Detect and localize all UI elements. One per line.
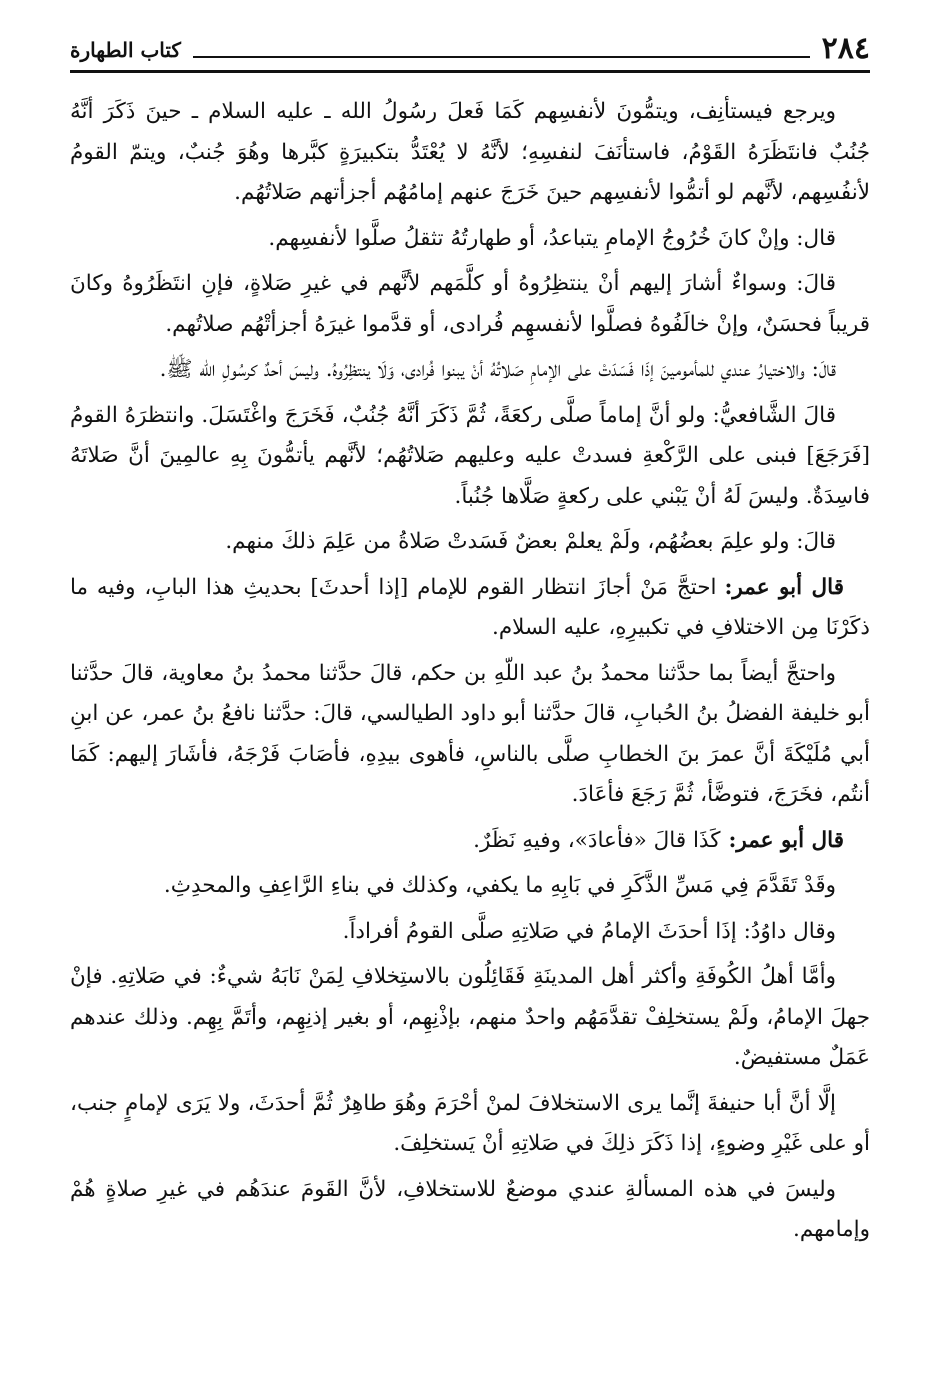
paragraph bbox=[70, 1170, 870, 1251]
paragraph bbox=[70, 821, 870, 862]
paragraph bbox=[70, 1084, 870, 1165]
paragraph bbox=[70, 568, 870, 649]
paragraph bbox=[70, 957, 870, 1079]
paragraph-text: قال: وإنْ كانَ خُرُوجُ الإمامِ يتباعدُ، أو طهارتُهُ تثقلُ صلَّوا لأنفسِهم. bbox=[268, 225, 836, 251]
paragraph-text: كَذَا قالَ «فأعادَ»، وفيهِ نَظَرٌ. bbox=[473, 827, 721, 853]
paragraph bbox=[70, 264, 870, 345]
paragraph-text: قالَ: والاختيارُ عندي للمأمومينَ إذَا فَسَدَتْ على الإمامِ صَلاتُهُ أنْ يبنوا فُرادى، وَلَا ينتظِرُوهُ. وليسَ أحدٌ كرسُولِ الله ﷺ. bbox=[159, 357, 836, 382]
paragraph bbox=[70, 219, 870, 260]
paragraph bbox=[70, 912, 870, 953]
page-number: ٢٨٤ bbox=[821, 31, 870, 66]
paragraph-lead: قال أبو عمر: bbox=[728, 827, 844, 853]
paragraph-text: وقَدْ تَقَدَّمَ فِي مَسِّ الذَّكَرِ في بَابِهِ ما يكفي، وكذلك في بناءِ الرَّاعِفِ والمحدِثِ. bbox=[163, 873, 836, 898]
paragraph bbox=[70, 522, 870, 563]
paragraph bbox=[70, 866, 870, 907]
paragraph-text: احتجَّ مَنْ أجازَ انتظار القوم للإمام [إذا أحدثَ] بحديثِ هذا البابِ، وفيه ما ذكَرْنَا مِن الاختلافِ في تكبيرِهِ، عليه السلام. bbox=[70, 574, 870, 640]
paragraph-text: قالَ: ولو علِمَ بعضُهُم، ولَمْ يعلمْ بعضٌ فَسَدتْ صَلاةُ من عَلِمَ ذلكَ منهم. bbox=[225, 529, 836, 554]
paragraph-text: قالَ: وسواءٌ أشارَ إليهم أنْ ينتظِرُوهُ أو كلَّمَهم لأنَّهم في غيرِ صَلاةٍ، فإنِ انتَظَرُوهُ وكانَ قريباً فحسَنٌ، وإنْ خالَفُوهُ فصلَّوا لأنفسهِم فُرادى، أو قدَّموا غيرَهُ أجزأتْهُم صلاتُهم. bbox=[70, 271, 870, 337]
paragraph-text: قالَ الشَّافعيُّ: ولو أنَّ إماماً صلَّى ركعَةً، ثُمَّ ذَكَرَ أنَّهُ جُنُبٌ، فَخَرَجَ واغْتَسَلَ. وانتظرَهُ القومُ [فَرَجَعَ] فبنى على الرَّكْعةِ فسدتْ عليه وعليهم صَلاتُهُم؛ لأنَّهم يأتمُّونَ بِهِ عالمِينَ أنَّ صَلاتَهُ فاسِدَةٌ. وليسَ لَهُ أنْ يَبْني على ركعةٍ صَلَّاها جُنُباً. bbox=[70, 402, 870, 509]
running-title: كتاب الطهارة bbox=[70, 38, 181, 62]
header-leader-line bbox=[193, 56, 810, 58]
paragraph bbox=[70, 396, 870, 518]
header-rule bbox=[70, 70, 870, 73]
paragraph bbox=[70, 92, 870, 214]
paragraph-text: ويرجع فيستأنِف، ويتمُّونَ لأنفسِهم كَمَا فَعلَ رسُولُ الله ـ عليه السلام ـ حينَ ذَكَرَ أنَّهُ جُنُبٌ فانتَظَرَهُ القَوْمُ، فاستأنَفَ لنفسِهِ؛ لأنَّهُ لا يُعْتَدُّ بتكبيرَةٍ كبَّرها وهُوَ جُنبٌ، ويتمّ القومُ لأنفُسِهم، لأنَّهم لو أتمُّوا لأنفسِهم حينَ خَرَجَ عنهم إمامُهُم أجزأتهم صَلاتُهُم. bbox=[70, 99, 870, 205]
paragraph bbox=[70, 350, 870, 391]
paragraph-text: واحتجَّ أيضاً بما حدَّثنا محمدُ بنُ عبد اللّهِ بن حكم، قالَ حدَّثنا محمدُ بنُ معاوية، قالَ حدَّثنا أبو خليفة الفضلُ بنُ الحُبابِ، قالَ حدَّثنا أبو داود الطيالسي، قالَ: حدَّثنا نافعُ بنُ عمر، عن ابنِ أبي مُلَيْكَةَ أنَّ عمرَ بنَ الخطابِ صلَّى بالناسِ، فأهوى بيدِهِ، فأصَابَ فَرْجَهُ، فأشَارَ إليهم: كَمَا أنتُم، فخَرَجَ، فتوضَّأ، ثُمَّ رَجَعَ فأعَادَ. bbox=[70, 660, 871, 807]
body-text bbox=[70, 92, 870, 1362]
paragraph-text: إلَّا أنَّ أبا حنيفةَ إنَّما يرى الاستخلافَ لمنْ أحْرَمَ وهُوَ طاهِرٌ ثُمَّ أحدَثَ، ولا يَرَى لإمامٍ جنب، أو على غَيْرِ وضوءٍ، إذا ذَكَرَ ذلِكَ في صَلاتِهِ أنْ يَستخلِفَ. bbox=[70, 1090, 870, 1156]
paragraph bbox=[70, 654, 870, 816]
page-header bbox=[70, 28, 870, 68]
paragraph-text: وقال داوُدُ: إذَا أحدَثَ الإمامُ في صَلاتِهِ صلَّى القومُ أفراداً. bbox=[342, 918, 836, 944]
paragraph-text: وليسَ في هذه المسألةِ عندي موضعٌ للاستخلافِ، لأنَّ القَومَ عندَهُم في غيرِ صلاةٍ هُمْ وإمامهم. bbox=[70, 1176, 870, 1242]
paragraph-lead: قال أبو عمر: bbox=[724, 574, 844, 600]
paragraph-text: وأمَّا أهلُ الكُوفَةِ وأكثر أهل المدينَةِ فَقَائِلُون بالاستِخلافِ لِمَنْ نَابَهُ شيءٌ: في صَلاتِهِ. فإنْ جهلَ الإمامُ، ولَمْ يستخلِفْ تقدَّمَهُم واحدٌ منهم، بإذْنِهِم، أو بغير إذنِهِم، وأتَمَّ بِهِم. وذلك عندهم عَمَلٌ مستفيضٌ. bbox=[70, 964, 870, 1070]
